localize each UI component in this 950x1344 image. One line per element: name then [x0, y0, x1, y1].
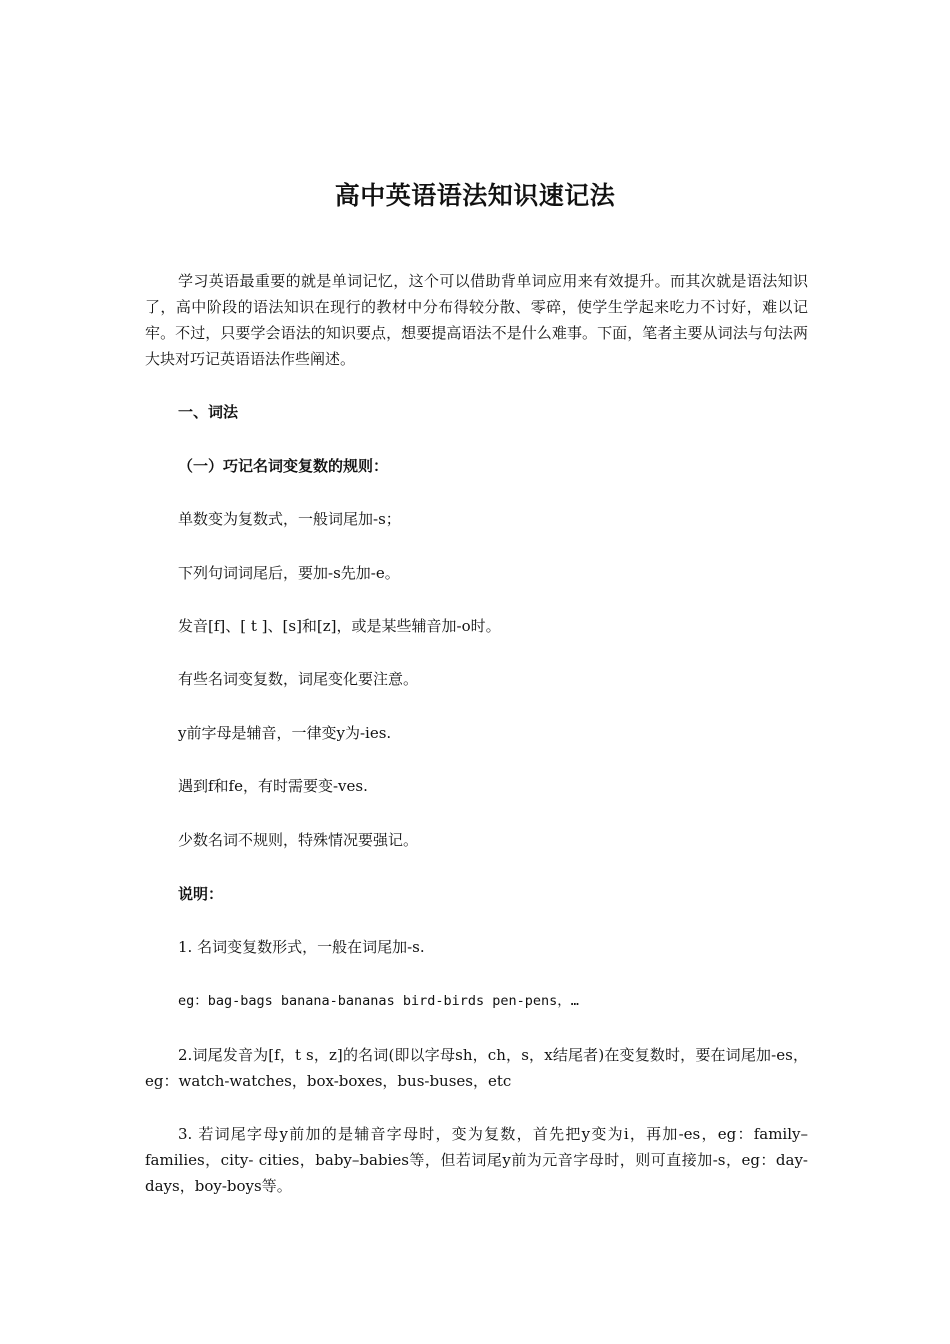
rule-line: 下列句词词尾后，要加-s先加-e。	[178, 564, 400, 582]
rule-line: 遇到f和fe，有时需要变-ves.	[178, 777, 368, 795]
subsection-heading-plural-rules: （一）巧记名词变复数的规则：	[178, 457, 389, 475]
rule-line: 发音[f]、[ t ]、[s]和[z]，或是某些辅音加-o时。	[178, 617, 501, 635]
rule-line: 单数变为复数式，一般词尾加-s；	[178, 510, 401, 528]
note-1: 1. 名词变复数形式，一般在词尾加-s.	[178, 938, 425, 956]
rule-line: 有些名词变复数，词尾变化要注意。	[178, 670, 419, 688]
notes-heading: 说明：	[178, 885, 224, 903]
note-2: 2.词尾发音为[f，t s，z]的名词(即以字母sh，ch，s，x结尾者)在变复数时，要在词尾加-es，eg：watch-watches，box-boxes，bus-buses，etc	[145, 1046, 808, 1090]
note-1-example: eg：bag-bags banana-bananas bird-birds pen-pens，…	[178, 993, 579, 1009]
note-3: 3. 若词尾字母y前加的是辅音字母时，变为复数，首先把y变为i，再加-es，eg：family–families，city- cities，baby–babies等，但若词尾y前为元音字母时，则可直接加-s，eg：day-days，boy-boys等。	[145, 1125, 808, 1195]
intro-paragraph: 学习英语最重要的就是单词记忆，这个可以借助背单词应用来有效提升。而其次就是语法知识了，高中阶段的语法知识在现行的教材中分布得较分散、零碎，使学生学起来吃力不讨好，难以记牢。不过，只要学会语法的知识要点，想要提高语法不是什么难事。下面，笔者主要从词法与句法两大块对巧记英语语法作些阐述。	[145, 272, 808, 368]
rule-line: 少数名词不规则，特殊情况要强记。	[178, 831, 419, 849]
document-title: 高中英语语法知识速记法	[334, 181, 616, 210]
rule-line: y前字母是辅音，一律变y为-ies.	[178, 724, 392, 742]
section-heading-morphology: 一、词法	[178, 403, 239, 421]
